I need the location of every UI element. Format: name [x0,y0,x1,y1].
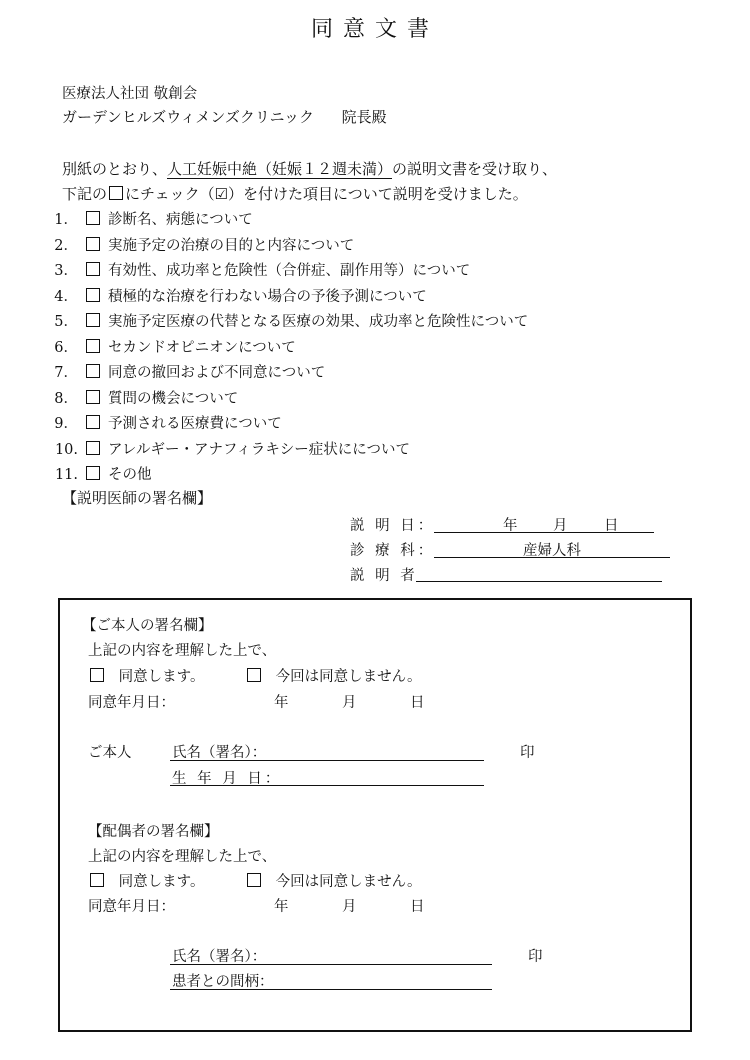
list-item [40,412,282,433]
item-text: 予測される医療費について [108,416,282,432]
item-number: 7． [54,365,78,381]
list-item [40,285,427,306]
procedure-name: 人工妊娠中絶（妊娠１２週未満） [167,160,393,178]
intro-line-2: 下記の にチェック（☑）を付けた項目について説明を受けました。 [62,185,528,203]
checked-box-icon: ☑ [214,185,229,203]
department-label: 診 療 科： [350,543,436,559]
explanation-date-label: 説 明 日： [350,518,436,534]
spouse-name-line[interactable] [170,964,492,965]
item-text: 同意の撤回および不同意について [108,365,326,381]
checkbox-icon [109,186,123,200]
item-checkbox[interactable] [86,262,100,276]
item-number: 9． [54,416,78,432]
patient-agree-checkbox[interactable] [90,668,104,682]
list-item [40,208,253,229]
list-item [40,438,410,459]
doctor-signature-heading: 【説明医師の署名欄】 [62,489,213,507]
item-number: 1． [54,212,78,228]
patient-date-label: 同意年月日： [88,695,175,711]
spouse-relation-line[interactable] [170,989,492,990]
doctor-month: 月 [553,518,568,534]
intro-line-1: 別紙のとおり、人工妊娠中絶（妊娠１２週未満）の説明文書を受け取り、 [62,160,558,178]
patient-understood-text: 上記の内容を理解した上で、 [88,643,277,659]
patient-agree-label: 同意します。 [118,669,205,685]
spouse-disagree-checkbox[interactable] [247,873,261,887]
spouse-disagree-label: 今回は同意しません。 [275,874,422,890]
spouse-year: 年 [274,899,289,915]
consent-signature-box [58,598,692,1032]
item-text: 診断名、病態について [108,212,253,228]
spouse-date-label: 同意年月日： [88,899,175,915]
item-text: 有効性、成功率と危険性（合併症、副作用等）について [108,263,471,279]
list-item [40,259,470,280]
item-text: 積極的な治療を行わない場合の予後予測について [108,288,427,305]
patient-signature-heading: 【ご本人の署名欄】 [82,618,213,634]
patient-birthdate-label: 生 年 月 日： [172,771,283,787]
patient-seal: 印 [520,745,535,761]
spouse-agree-label: 同意します。 [118,874,205,890]
item-checkbox[interactable] [86,339,100,353]
spouse-name-label: 氏名（署名）： [172,949,267,965]
list-item [40,234,354,255]
patient-name-label: 氏名（署名）： [172,745,267,761]
explainer-signature-line[interactable] [416,581,662,582]
item-checkbox[interactable] [86,364,100,378]
spouse-month: 月 [342,899,357,915]
item-text: アレルギー・アナフィラキシー症状にについて [108,441,410,458]
item-text: 質問の機会について [108,390,239,407]
list-item [40,463,152,484]
patient-year: 年 [274,695,289,711]
explainer-label: 説 明 者 [350,568,418,584]
spouse-relation-label: 患者との間柄： [172,974,274,990]
patient-month: 月 [342,695,357,711]
list-item [40,361,325,382]
addressee-line [62,106,387,127]
patient-day: 日 [410,695,425,711]
patient-name-line[interactable] [170,760,484,761]
item-number: 3． [54,263,78,279]
addressee-clinic: ガーデンヒルズウィメンズクリニック [62,108,315,126]
addressee-org: 医療法人社団 敬創会 [62,86,198,102]
list-item [40,387,238,408]
doctor-day: 日 [604,518,619,534]
item-number: 2． [54,237,78,254]
spouse-seal: 印 [528,949,543,965]
spouse-consent-options [88,870,422,891]
item-checkbox[interactable] [86,237,100,251]
spouse-day: 日 [410,899,425,915]
spouse-signature-heading: 【配偶者の署名欄】 [88,824,219,840]
item-number: 10. [54,441,78,458]
item-number: 5． [54,314,78,330]
patient-disagree-label: 今回は同意しません。 [275,669,422,685]
item-checkbox[interactable] [86,211,100,225]
item-number: 4． [54,288,78,305]
item-number: 6． [54,339,78,356]
patient-self-label: ご本人 [88,745,132,761]
item-checkbox[interactable] [86,313,100,327]
item-number: 8． [54,390,78,407]
spouse-understood-text: 上記の内容を理解した上で、 [88,849,277,865]
item-number: 11. [54,467,78,483]
item-checkbox[interactable] [86,415,100,429]
explanation-date-line[interactable] [434,532,654,533]
item-text: 実施予定医療の代替となる医療の効果、成功率と危険性について [108,314,529,330]
item-checkbox[interactable] [86,441,100,455]
addressee-director: 院長殿 [341,108,387,126]
item-text: 実施予定の治療の目的と内容について [108,237,355,254]
list-item [40,336,296,357]
page-title: 同意文書 [310,17,439,42]
department-value: 産婦人科 [523,543,581,559]
item-checkbox[interactable] [86,390,100,404]
item-checkbox[interactable] [86,288,100,302]
patient-disagree-checkbox[interactable] [247,668,261,682]
spouse-agree-checkbox[interactable] [90,873,104,887]
patient-consent-options [88,665,422,686]
doctor-year: 年 [503,518,518,534]
item-checkbox[interactable] [86,466,100,480]
patient-birthdate-line[interactable] [170,785,484,786]
item-text: セカンドオピニオンについて [108,339,296,356]
item-text: その他 [108,467,152,483]
list-item [40,310,528,331]
